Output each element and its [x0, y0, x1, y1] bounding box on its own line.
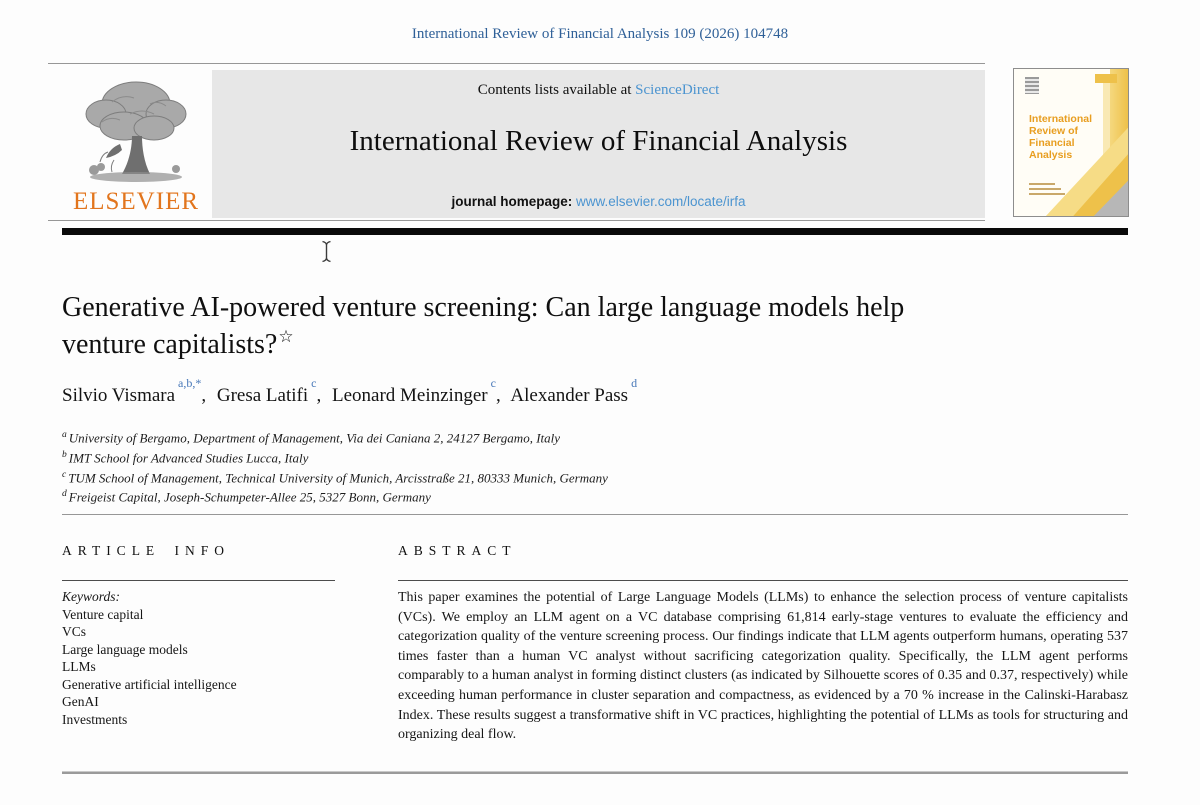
author: Silvio Vismara$^{a,b,*}$, [62, 376, 207, 407]
affiliation: $^b$ IMT School for Advanced Studies Lucca, Italy [62, 449, 309, 466]
author-affil-sup[interactable]: c [311, 376, 317, 390]
title-footnote-star[interactable]: ☆ [278, 327, 294, 346]
sciencedirect-link[interactable]: ScienceDirect [635, 82, 720, 98]
article-info-rule [62, 580, 335, 581]
keyword: Generative artificial intelligence [62, 676, 237, 692]
journal-cover-thumbnail[interactable] [1013, 68, 1129, 217]
contents-line [212, 82, 985, 99]
author: Leonard Meinzinger$^c$, [331, 376, 501, 407]
section-top-rule [62, 514, 1128, 515]
text-cursor-icon [320, 240, 333, 263]
affiliation: $^c$ TUM School of Management, Technical University of Munich, Arcisstraße 21, 80333 Munich, Germany [62, 469, 608, 485]
masthead-bottom-rule [48, 220, 985, 221]
keywords-list [62, 588, 335, 728]
article-title-line2: venture capitalists? [62, 329, 278, 360]
abstract-text: This paper examines the potential of Large Language Models (LLMs) to enhance the selection process of venture capitalists (VCs). We employ an LLM agent on a VC database comprising 61,814 early-stage ventures to evaluate the efficiency and categorization quality of the venture screening process. Our findings indicate that LLM agents outperform humans, operating 537 times faster than a human VC analyst without sacrificing categorization quality. Specifically, the LLM agent performs comparably to a human analyst in forming distinct clusters (as indicated by Silhouette scores of 0.35 and 0.37, respectively) while exceeding human performance in cluster separation and compactness, as evidenced by a 70 % increase in the Calinski-Harabasz Index. These results suggest a transformative shift in VC practices, highlighting the potential of LLMs as tools for structuring and organizing deal flow. [398, 590, 1128, 743]
cover-editor-line [1029, 188, 1061, 190]
affiliation: $^d$ Freigeist Capital, Joseph-Schumpeter-Allee 25, 5327 Bonn, Germany [62, 489, 431, 505]
masthead-top-rule [48, 63, 985, 64]
contents-label: Contents lists available at [477, 82, 632, 98]
keyword: VCs [62, 624, 87, 639]
homepage-line [212, 194, 985, 209]
page-bottom-rule [62, 771, 1128, 774]
author-affil-sup[interactable]: d [631, 376, 638, 390]
elsevier-wordmark: ELSEVIER [72, 188, 200, 215]
cover-issn-badge [1095, 74, 1117, 83]
article-info-section [62, 543, 335, 728]
abstract-rule [398, 580, 1128, 581]
author: Alexander Pass$^d$ [510, 376, 638, 407]
abstract-section [398, 543, 1128, 745]
keywords-label: Keywords: [62, 589, 120, 604]
cover-editor-line [1029, 193, 1065, 195]
cover-publisher-mark-icon [1025, 77, 1039, 94]
keyword: GenAI [62, 694, 99, 709]
cover-journal-title: International Review of Financial Analysis [1029, 113, 1093, 161]
homepage-url-link[interactable]: www.elsevier.com/locate/irfa [575, 194, 746, 209]
journal-title: International Review of Financial Analysis [349, 125, 848, 157]
abstract-heading: ABSTRACT [398, 543, 517, 558]
journal-citation-link[interactable]: International Review of Financial Analysis 109 (2026) 104748 [411, 26, 789, 42]
author-affil-sup[interactable]: a,b,* [178, 376, 202, 390]
article-title-line1: Generative AI-powered venture screening: Can large language models help [62, 292, 905, 323]
author-affil-sup[interactable]: c [490, 376, 496, 390]
cover-editor-line [1029, 183, 1055, 185]
keyword: LLMs [62, 659, 96, 674]
article-title [62, 289, 1042, 366]
affiliation: $^a$ University of Bergamo, Department of Management, Via dei Caniana 2, 24127 Bergamo, Italy [62, 430, 561, 446]
separator-bar [62, 228, 1128, 235]
affiliation-list [62, 427, 822, 506]
masthead-box [212, 70, 985, 218]
keyword: Venture capital [62, 606, 144, 622]
article-info-heading: ARTICLE INFO [62, 543, 231, 558]
elsevier-tree-icon [72, 74, 200, 186]
author: Gresa Latifi$^c$, [216, 376, 322, 407]
keyword: Large language models [62, 641, 188, 657]
keyword: Investments [62, 711, 128, 727]
homepage-label: journal homepage: [451, 194, 573, 209]
elsevier-logo [62, 70, 210, 218]
author-list [62, 376, 1042, 407]
